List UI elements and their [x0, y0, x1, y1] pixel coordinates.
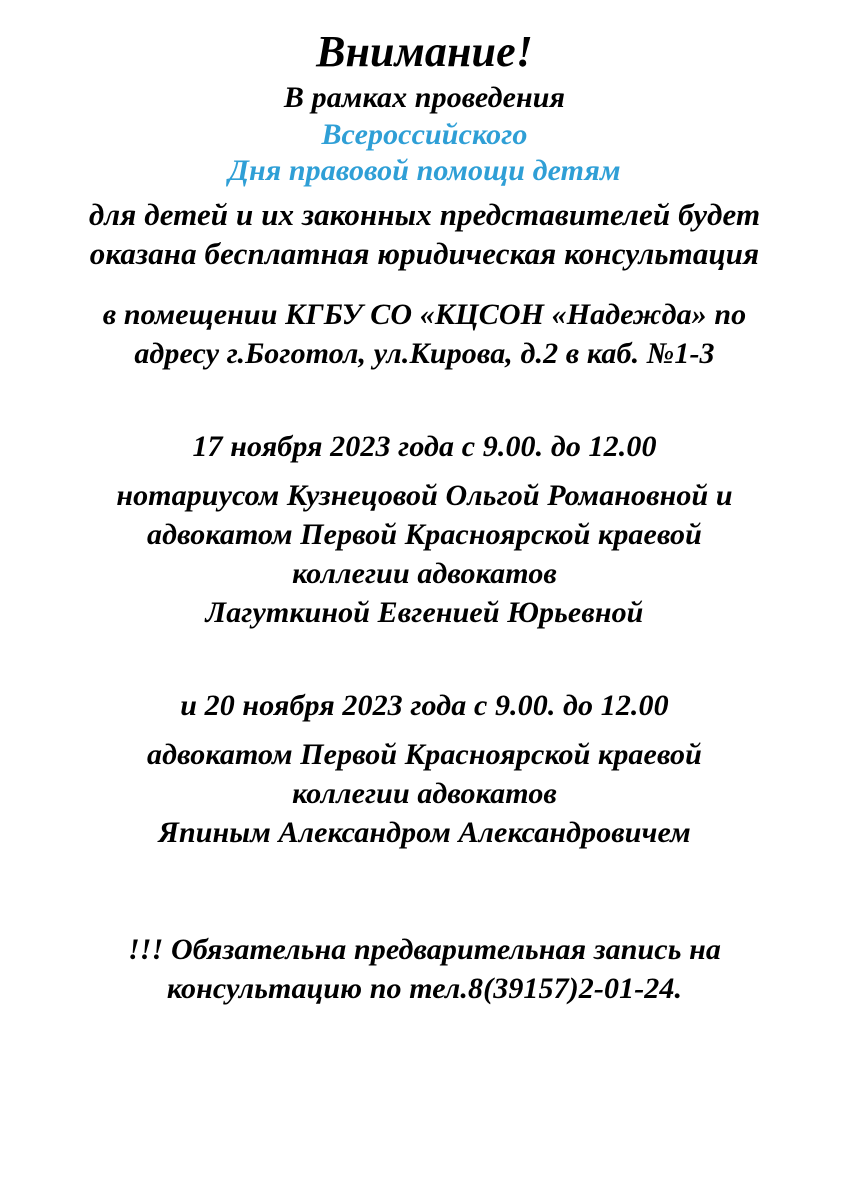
spacer-between-sessions	[22, 632, 827, 686]
intro-line-3: Дня правовой помощи детям	[228, 153, 621, 187]
session-1-people-line-4: Лагуткиной Евгенией Юрьевной	[205, 596, 644, 629]
intro-line-1: В рамках проведения	[283, 80, 566, 114]
venue-line-1: в помещении КГБУ СО «КЦСОН «Надежда» по	[102, 298, 747, 331]
session-1-people-line-1: нотариусом Кузнецовой Ольгой Романовной и	[116, 479, 733, 512]
spacer-session-1	[22, 466, 827, 476]
session-2-people-line-2: коллегии адвокатов	[292, 777, 557, 810]
spacer-session-2	[22, 725, 827, 735]
session-2-people-line-3: Япиным Александром Александровичем	[158, 816, 691, 849]
notice-line-2: консультацию по тел.8(39157)2-01-24.	[166, 972, 683, 1005]
session-2-people-line-1: адвокатом Первой Красноярской краевой	[147, 738, 702, 771]
session-1-people-line-3: коллегии адвокатов	[292, 557, 557, 590]
body-line-2: оказана бесплатная юридическая консультация	[89, 235, 760, 271]
session-1-people-line-2: адвокатом Первой Красноярской краевой	[147, 518, 702, 551]
spacer-after-body	[22, 273, 827, 295]
intro-line-2: Всероссийского	[321, 117, 528, 151]
session-2-datetime: и 20 ноября 2023 года с 9.00. до 12.00	[180, 689, 669, 722]
notice-line-1: !!! Обязательна предварительная запись на	[128, 933, 721, 966]
spacer-after-venue	[22, 373, 827, 427]
spacer-before-notice	[22, 852, 827, 930]
session-1-datetime: 17 ноября 2023 года с 9.00. до 12.00	[192, 430, 657, 463]
body-line-1: для детей и их законных представителей будет	[88, 196, 761, 232]
venue-line-2: адресу г.Боготол, ул.Кирова, д.2 в каб. №1-3	[134, 337, 715, 370]
page-title: Внимание!	[316, 27, 533, 76]
